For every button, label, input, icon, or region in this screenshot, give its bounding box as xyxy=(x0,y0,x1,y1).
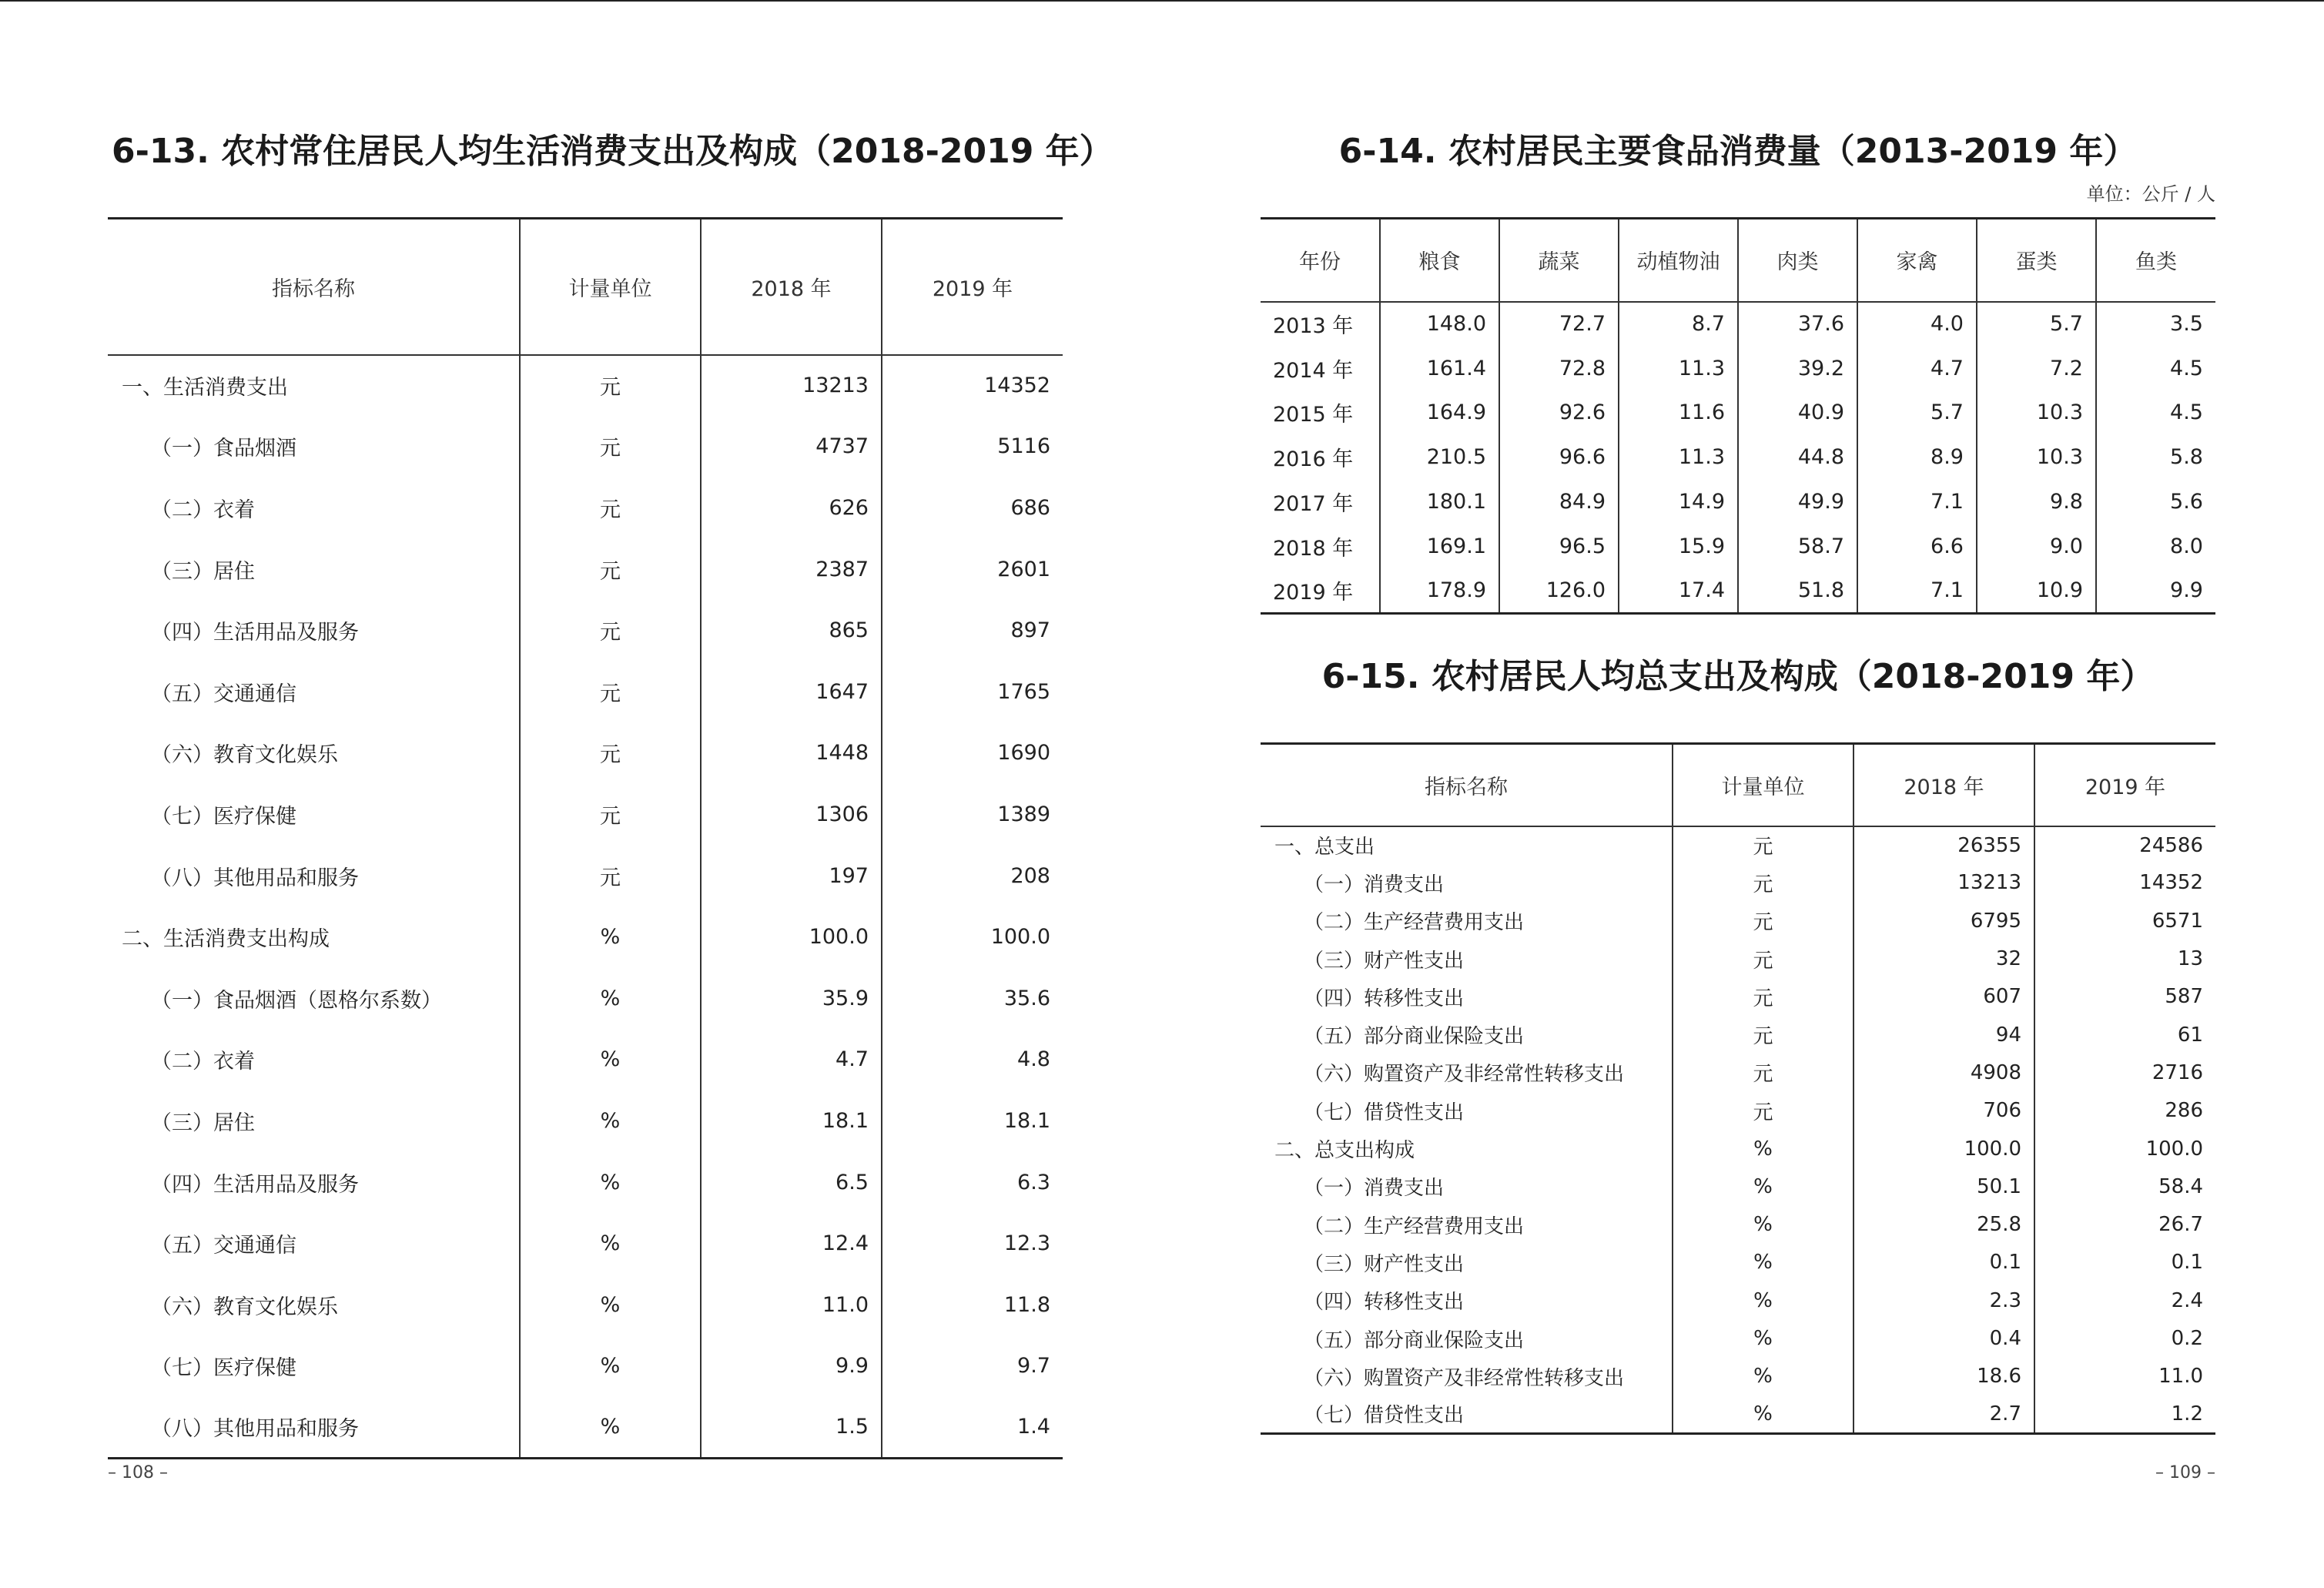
indicator-name-cell: （三）居住 xyxy=(151,559,255,584)
fish-cell: 3.5 xyxy=(2096,302,2215,347)
grain-cell: 164.9 xyxy=(1380,390,1499,435)
value-2018-cell: 2387 xyxy=(701,538,882,600)
value-2019-cell: 11.8 xyxy=(882,1274,1063,1335)
poultry-cell: 7.1 xyxy=(1857,480,1977,524)
value-2018-cell: 6795 xyxy=(1854,902,2034,940)
value-2018-cell: 6.5 xyxy=(701,1151,882,1213)
table-row xyxy=(1261,1168,2215,1205)
header-indicator-name: 指标名称 xyxy=(108,219,520,355)
table-row xyxy=(1261,435,2215,480)
value-2019-cell: 13 xyxy=(2034,940,2215,977)
top-border-line xyxy=(0,0,2324,2)
vegetables-cell: 72.7 xyxy=(1499,302,1619,347)
unit-cell: 元 xyxy=(520,784,701,846)
value-2018-cell: 12.4 xyxy=(701,1213,882,1275)
vegetables-cell: 84.9 xyxy=(1499,480,1619,524)
oil-cell: 14.9 xyxy=(1619,480,1738,524)
grain-cell: 169.1 xyxy=(1380,524,1499,568)
value-2019-cell: 11.0 xyxy=(2034,1358,2215,1395)
value-2019-cell: 24586 xyxy=(2034,826,2215,864)
indicator-name-cell: （一）消费支出 xyxy=(1304,1177,1445,1201)
table-row xyxy=(1261,1395,2215,1433)
value-2019-cell: 1389 xyxy=(882,784,1063,846)
value-2019-cell: 5116 xyxy=(882,416,1063,477)
meat-cell: 58.7 xyxy=(1738,524,1857,568)
table-row xyxy=(108,538,1063,600)
header-oil: 动植物油 xyxy=(1619,219,1738,302)
indicator-name-cell: （六）教育文化娱乐 xyxy=(151,1295,338,1319)
unit-cell: 元 xyxy=(520,416,701,477)
value-2018-cell: 100.0 xyxy=(701,906,882,968)
header-year: 年份 xyxy=(1261,219,1380,302)
table-header-row xyxy=(108,219,1063,355)
table-6-14-body xyxy=(1261,302,2215,614)
fish-cell: 4.5 xyxy=(2096,346,2215,390)
table-row xyxy=(108,1151,1063,1213)
value-2018-cell: 25.8 xyxy=(1854,1205,2034,1243)
unit-cell: 元 xyxy=(1673,864,1854,902)
unit-cell: % xyxy=(1673,1358,1854,1395)
value-2018-cell: 4.7 xyxy=(701,1029,882,1090)
table-6-13-body xyxy=(108,355,1063,1459)
value-2018-cell: 9.9 xyxy=(701,1335,882,1397)
header-eggs: 蛋类 xyxy=(1977,219,2096,302)
indicator-name-cell: （七）医疗保健 xyxy=(151,1356,296,1381)
unit-cell: % xyxy=(520,1151,701,1213)
year-cell: 2015 年 xyxy=(1273,403,1354,427)
eggs-cell: 10.3 xyxy=(1977,435,2096,480)
poultry-cell: 7.1 xyxy=(1857,568,1977,613)
indicator-name-cell: （四）转移性支出 xyxy=(1304,1291,1465,1315)
unit-cell: 元 xyxy=(1673,826,1854,864)
indicator-name-cell: （五）部分商业保险支出 xyxy=(1304,1025,1525,1049)
table-row xyxy=(1261,302,2215,347)
value-2018-cell: 0.4 xyxy=(1854,1319,2034,1357)
unit-cell: % xyxy=(520,1213,701,1275)
vegetables-cell: 96.5 xyxy=(1499,524,1619,568)
indicator-name-cell: （八）其他用品和服务 xyxy=(151,1417,359,1442)
table-6-14 xyxy=(1261,217,2215,615)
value-2019-cell: 35.6 xyxy=(882,967,1063,1029)
value-2019-cell: 1690 xyxy=(882,722,1063,784)
table-row xyxy=(1261,864,2215,902)
table-row xyxy=(108,1090,1063,1152)
header-unit: 计量单位 xyxy=(1673,744,1854,826)
indicator-name-cell: （二）衣着 xyxy=(151,1050,255,1074)
value-2018-cell: 1306 xyxy=(701,784,882,846)
indicator-name-cell: 一、总支出 xyxy=(1274,836,1375,859)
header-2018: 2018 年 xyxy=(701,219,882,355)
value-2019-cell: 686 xyxy=(882,477,1063,539)
table-row xyxy=(108,1335,1063,1397)
value-2019-cell: 100.0 xyxy=(882,906,1063,968)
unit-cell: % xyxy=(1673,1319,1854,1357)
table-row xyxy=(1261,902,2215,940)
indicator-name-cell: （七）借贷性支出 xyxy=(1304,1404,1465,1428)
meat-cell: 49.9 xyxy=(1738,480,1857,524)
value-2018-cell: 2.7 xyxy=(1854,1395,2034,1433)
unit-cell: 元 xyxy=(520,355,701,417)
table-row xyxy=(108,355,1063,417)
unit-cell: 元 xyxy=(1673,940,1854,977)
value-2018-cell: 13213 xyxy=(1854,864,2034,902)
unit-cell: 元 xyxy=(520,845,701,906)
value-2019-cell: 1.4 xyxy=(882,1397,1063,1459)
value-2019-cell: 1765 xyxy=(882,661,1063,722)
poultry-cell: 4.7 xyxy=(1857,346,1977,390)
value-2018-cell: 4737 xyxy=(701,416,882,477)
table-row xyxy=(108,1397,1063,1459)
vegetables-cell: 126.0 xyxy=(1499,568,1619,613)
value-2018-cell: 626 xyxy=(701,477,882,539)
grain-cell: 148.0 xyxy=(1380,302,1499,347)
vegetables-cell: 96.6 xyxy=(1499,435,1619,480)
value-2019-cell: 14352 xyxy=(882,355,1063,417)
value-2019-cell: 897 xyxy=(882,600,1063,662)
value-2019-cell: 6.3 xyxy=(882,1151,1063,1213)
meat-cell: 40.9 xyxy=(1738,390,1857,435)
indicator-name-cell: （一）食品烟酒（恩格尔系数） xyxy=(151,988,442,1013)
value-2019-cell: 14352 xyxy=(2034,864,2215,902)
grain-cell: 178.9 xyxy=(1380,568,1499,613)
table-row xyxy=(108,477,1063,539)
table-6-15-body xyxy=(1261,826,2215,1434)
poultry-cell: 5.7 xyxy=(1857,390,1977,435)
header-indicator-name: 指标名称 xyxy=(1261,744,1673,826)
table-row xyxy=(108,661,1063,722)
unit-cell: 元 xyxy=(520,722,701,784)
value-2018-cell: 865 xyxy=(701,600,882,662)
value-2019-cell: 0.1 xyxy=(2034,1244,2215,1281)
value-2019-cell: 9.7 xyxy=(882,1335,1063,1397)
table-row xyxy=(1261,1092,2215,1130)
indicator-name-cell: （二）衣着 xyxy=(151,498,255,522)
indicator-name-cell: （五）交通通信 xyxy=(151,682,296,706)
indicator-name-cell: （二）生产经营费用支出 xyxy=(1304,1214,1525,1238)
table-row xyxy=(1261,524,2215,568)
header-2018: 2018 年 xyxy=(1854,744,2034,826)
poultry-cell: 6.6 xyxy=(1857,524,1977,568)
year-cell: 2018 年 xyxy=(1273,536,1354,561)
unit-cell: 元 xyxy=(1673,1016,1854,1054)
eggs-cell: 9.8 xyxy=(1977,480,2096,524)
fish-cell: 8.0 xyxy=(2096,524,2215,568)
indicator-name-cell: （三）财产性支出 xyxy=(1304,949,1465,973)
unit-cell: % xyxy=(520,1335,701,1397)
value-2019-cell: 6571 xyxy=(2034,902,2215,940)
table-6-15-title: 6-15. 农村居民人均总支出及构成（2018-2019 年） xyxy=(1321,657,2155,696)
table-row xyxy=(108,1274,1063,1335)
unit-cell: % xyxy=(1673,1130,1854,1168)
value-2019-cell: 100.0 xyxy=(2034,1130,2215,1168)
table-row xyxy=(1261,1281,2215,1319)
unit-cell: % xyxy=(520,1090,701,1152)
meat-cell: 37.6 xyxy=(1738,302,1857,347)
fish-cell: 4.5 xyxy=(2096,390,2215,435)
table-row xyxy=(108,906,1063,968)
indicator-name-cell: 一、生活消费支出 xyxy=(122,376,288,400)
unit-cell: % xyxy=(520,967,701,1029)
value-2018-cell: 706 xyxy=(1854,1092,2034,1130)
header-2019: 2019 年 xyxy=(2034,744,2215,826)
table-6-15 xyxy=(1261,742,2215,1435)
indicator-name-cell: （一）消费支出 xyxy=(1304,873,1445,896)
oil-cell: 11.3 xyxy=(1619,435,1738,480)
unit-cell: % xyxy=(520,1397,701,1459)
value-2018-cell: 1.5 xyxy=(701,1397,882,1459)
table-row xyxy=(1261,1319,2215,1357)
table-row xyxy=(1261,978,2215,1016)
header-2019: 2019 年 xyxy=(882,219,1063,355)
unit-cell: % xyxy=(1673,1395,1854,1433)
value-2018-cell: 26355 xyxy=(1854,826,2034,864)
table-row xyxy=(108,845,1063,906)
table-row xyxy=(108,722,1063,784)
eggs-cell: 7.2 xyxy=(1977,346,2096,390)
indicator-name-cell: （四）生活用品及服务 xyxy=(151,621,359,645)
table-row xyxy=(108,784,1063,846)
page-number-left: – 108 – xyxy=(108,1463,168,1482)
table-header-row xyxy=(1261,219,2215,302)
oil-cell: 17.4 xyxy=(1619,568,1738,613)
table-row xyxy=(1261,940,2215,977)
value-2018-cell: 1448 xyxy=(701,722,882,784)
value-2018-cell: 607 xyxy=(1854,978,2034,1016)
table-row xyxy=(1261,390,2215,435)
unit-cell: % xyxy=(520,1029,701,1090)
indicator-name-cell: （六）教育文化娱乐 xyxy=(151,743,338,768)
table-6-13-title: 6-13. 农村常住居民人均生活消费支出及构成（2018-2019 年） xyxy=(112,132,1113,171)
indicator-name-cell: （一）食品烟酒 xyxy=(151,437,296,461)
indicator-name-cell: （二）生产经营费用支出 xyxy=(1304,911,1525,935)
value-2019-cell: 18.1 xyxy=(882,1090,1063,1152)
table-row xyxy=(1261,1130,2215,1168)
value-2018-cell: 18.1 xyxy=(701,1090,882,1152)
header-poultry: 家禽 xyxy=(1857,219,1977,302)
poultry-cell: 8.9 xyxy=(1857,435,1977,480)
indicator-name-cell: （六）购置资产及非经常性转移支出 xyxy=(1304,1063,1625,1087)
indicator-name-cell: （三）财产性支出 xyxy=(1304,1252,1465,1276)
table-row xyxy=(108,600,1063,662)
eggs-cell: 10.9 xyxy=(1977,568,2096,613)
eggs-cell: 9.0 xyxy=(1977,524,2096,568)
grain-cell: 210.5 xyxy=(1380,435,1499,480)
indicator-name-cell: （五）部分商业保险支出 xyxy=(1304,1328,1525,1352)
vegetables-cell: 72.8 xyxy=(1499,346,1619,390)
header-grain: 粮食 xyxy=(1380,219,1499,302)
value-2018-cell: 11.0 xyxy=(701,1274,882,1335)
unit-cell: % xyxy=(520,1274,701,1335)
unit-cell: 元 xyxy=(1673,978,1854,1016)
table-6-14-title: 6-14. 农村居民主要食品消费量（2013-2019 年） xyxy=(1338,132,2138,171)
table-row xyxy=(1261,568,2215,613)
value-2018-cell: 4908 xyxy=(1854,1054,2034,1091)
unit-cell: 元 xyxy=(1673,1054,1854,1091)
table-row xyxy=(1261,826,2215,864)
value-2019-cell: 208 xyxy=(882,845,1063,906)
unit-cell: % xyxy=(1673,1205,1854,1243)
unit-cell: 元 xyxy=(520,477,701,539)
indicator-name-cell: （七）医疗保健 xyxy=(151,804,296,829)
unit-label: 单位：公斤 / 人 xyxy=(2086,183,2215,205)
value-2018-cell: 18.6 xyxy=(1854,1358,2034,1395)
value-2018-cell: 32 xyxy=(1854,940,2034,977)
table-row xyxy=(108,1029,1063,1090)
oil-cell: 11.6 xyxy=(1619,390,1738,435)
unit-cell: % xyxy=(1673,1168,1854,1205)
year-cell: 2016 年 xyxy=(1273,447,1354,472)
table-row xyxy=(1261,1358,2215,1395)
page-number-right: – 109 – xyxy=(2155,1463,2215,1482)
value-2018-cell: 13213 xyxy=(701,355,882,417)
value-2018-cell: 197 xyxy=(701,845,882,906)
table-row xyxy=(1261,1016,2215,1054)
year-cell: 2017 年 xyxy=(1273,492,1354,517)
value-2019-cell: 12.3 xyxy=(882,1213,1063,1275)
value-2019-cell: 26.7 xyxy=(2034,1205,2215,1243)
unit-cell: % xyxy=(1673,1281,1854,1319)
table-row xyxy=(108,416,1063,477)
table-row xyxy=(1261,480,2215,524)
fish-cell: 9.9 xyxy=(2096,568,2215,613)
meat-cell: 44.8 xyxy=(1738,435,1857,480)
value-2019-cell: 0.2 xyxy=(2034,1319,2215,1357)
indicator-name-cell: （六）购置资产及非经常性转移支出 xyxy=(1304,1366,1625,1390)
header-unit: 计量单位 xyxy=(520,219,701,355)
unit-cell: % xyxy=(1673,1244,1854,1281)
year-cell: 2013 年 xyxy=(1273,314,1354,339)
meat-cell: 39.2 xyxy=(1738,346,1857,390)
fish-cell: 5.6 xyxy=(2096,480,2215,524)
unit-cell: 元 xyxy=(1673,1092,1854,1130)
table-row xyxy=(1261,1205,2215,1243)
indicator-name-cell: （八）其他用品和服务 xyxy=(151,866,359,890)
value-2018-cell: 35.9 xyxy=(701,967,882,1029)
header-vegetables: 蔬菜 xyxy=(1499,219,1619,302)
indicator-name-cell: 二、生活消费支出构成 xyxy=(122,927,330,952)
oil-cell: 11.3 xyxy=(1619,346,1738,390)
value-2019-cell: 58.4 xyxy=(2034,1168,2215,1205)
eggs-cell: 5.7 xyxy=(1977,302,2096,347)
value-2019-cell: 286 xyxy=(2034,1092,2215,1130)
table-row xyxy=(108,967,1063,1029)
indicator-name-cell: （七）借贷性支出 xyxy=(1304,1101,1465,1124)
value-2018-cell: 1647 xyxy=(701,661,882,722)
header-meat: 肉类 xyxy=(1738,219,1857,302)
value-2019-cell: 1.2 xyxy=(2034,1395,2215,1433)
table-row xyxy=(1261,1244,2215,1281)
table-row xyxy=(108,1213,1063,1275)
table-header-row xyxy=(1261,744,2215,826)
value-2019-cell: 587 xyxy=(2034,978,2215,1016)
poultry-cell: 4.0 xyxy=(1857,302,1977,347)
meat-cell: 51.8 xyxy=(1738,568,1857,613)
value-2019-cell: 2601 xyxy=(882,538,1063,600)
value-2019-cell: 4.8 xyxy=(882,1029,1063,1090)
year-cell: 2019 年 xyxy=(1273,580,1354,605)
year-cell: 2014 年 xyxy=(1273,358,1354,383)
unit-cell: 元 xyxy=(520,538,701,600)
value-2018-cell: 94 xyxy=(1854,1016,2034,1054)
value-2019-cell: 2.4 xyxy=(2034,1281,2215,1319)
table-6-13 xyxy=(108,217,1063,1459)
indicator-name-cell: 二、总支出构成 xyxy=(1274,1139,1415,1163)
unit-cell: 元 xyxy=(1673,902,1854,940)
unit-cell: 元 xyxy=(520,661,701,722)
unit-cell: % xyxy=(520,906,701,968)
vegetables-cell: 92.6 xyxy=(1499,390,1619,435)
value-2018-cell: 0.1 xyxy=(1854,1244,2034,1281)
table-row xyxy=(1261,1054,2215,1091)
header-fish: 鱼类 xyxy=(2096,219,2215,302)
unit-cell: 元 xyxy=(520,600,701,662)
grain-cell: 180.1 xyxy=(1380,480,1499,524)
value-2018-cell: 100.0 xyxy=(1854,1130,2034,1168)
eggs-cell: 10.3 xyxy=(1977,390,2096,435)
oil-cell: 8.7 xyxy=(1619,302,1738,347)
value-2019-cell: 61 xyxy=(2034,1016,2215,1054)
table-row xyxy=(1261,346,2215,390)
indicator-name-cell: （五）交通通信 xyxy=(151,1234,296,1258)
fish-cell: 5.8 xyxy=(2096,435,2215,480)
grain-cell: 161.4 xyxy=(1380,346,1499,390)
oil-cell: 15.9 xyxy=(1619,524,1738,568)
indicator-name-cell: （四）生活用品及服务 xyxy=(151,1172,359,1197)
value-2018-cell: 2.3 xyxy=(1854,1281,2034,1319)
value-2018-cell: 50.1 xyxy=(1854,1168,2034,1205)
indicator-name-cell: （三）居住 xyxy=(151,1111,255,1135)
indicator-name-cell: （四）转移性支出 xyxy=(1304,987,1465,1010)
value-2019-cell: 2716 xyxy=(2034,1054,2215,1091)
